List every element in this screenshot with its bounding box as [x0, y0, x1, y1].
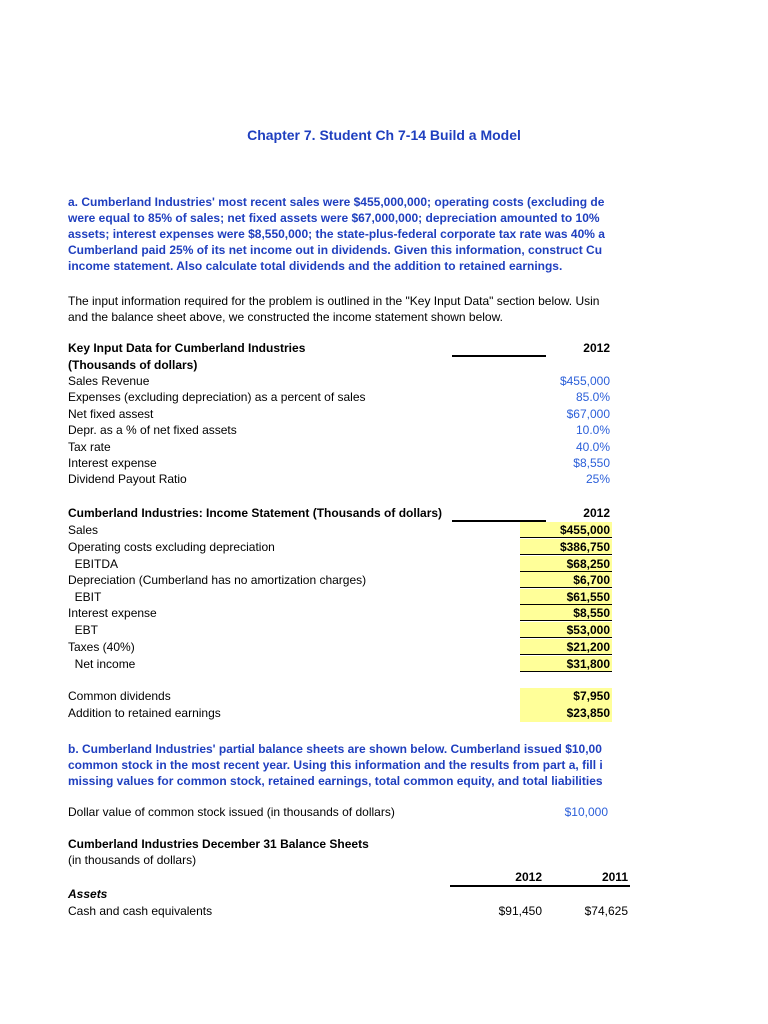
- income-statement-header-row: [68, 505, 610, 521]
- income-statement-header: Cumberland Industries: Income Statement (Thousands of dollars): [68, 506, 443, 520]
- income-label: Interest expense: [68, 606, 157, 620]
- key-input-value[interactable]: $8,550: [573, 456, 610, 470]
- stock-issued-row: [68, 804, 608, 820]
- page-title: Chapter 7. Student Ch 7-14 Build a Model: [247, 127, 521, 143]
- key-input-row: [68, 471, 610, 487]
- income-label: Net income: [68, 657, 136, 671]
- key-input-header-row: [68, 340, 610, 356]
- key-input-row: [68, 389, 610, 405]
- part-a-line: a. Cumberland Industries' most recent sales were $455,000,000; operating costs (excluding de: [68, 195, 605, 209]
- income-value[interactable]: $6,700: [520, 572, 612, 588]
- key-input-row: [68, 406, 610, 422]
- income-statement-year: 2012: [583, 506, 610, 520]
- key-input-label: Depr. as a % of net fixed assets: [68, 423, 237, 437]
- balance-sheet-year-row: [68, 869, 630, 885]
- balance-sheet-subheader: (in thousands of dollars): [68, 853, 197, 867]
- income-row: [68, 589, 610, 605]
- balance-year-2012: 2012: [515, 870, 542, 884]
- income-label: Taxes (40%): [68, 640, 135, 654]
- income-label: Operating costs excluding depreciation: [68, 540, 275, 554]
- key-input-row: [68, 439, 610, 455]
- key-input-value[interactable]: $455,000: [559, 374, 610, 388]
- dividends-row: [68, 688, 610, 704]
- income-row: [68, 572, 610, 588]
- key-input-year: 2012: [583, 341, 610, 355]
- key-input-header: Key Input Data for Cumberland Industries: [68, 341, 306, 355]
- retained-label: Addition to retained earnings: [68, 706, 221, 720]
- income-row: [68, 522, 610, 538]
- stock-issued-label: Dollar value of common stock issued (in thousands of dollars): [68, 805, 395, 819]
- income-row: [68, 656, 610, 672]
- income-row: [68, 556, 610, 572]
- income-value[interactable]: $31,800: [520, 656, 612, 672]
- part-a-question: [68, 194, 632, 274]
- income-row: [68, 639, 610, 655]
- key-input-label: Sales Revenue: [68, 374, 150, 388]
- dividends-value[interactable]: $7,950: [520, 688, 612, 705]
- income-label: EBT: [68, 623, 99, 637]
- balance-year-2011: 2011: [601, 870, 628, 884]
- key-input-value[interactable]: 85.0%: [575, 390, 610, 404]
- cash-row: [68, 903, 630, 919]
- intro-line: and the balance sheet above, we constructed the income statement shown below.: [68, 310, 503, 324]
- key-input-row: [68, 455, 610, 471]
- assets-label: Assets: [68, 887, 108, 901]
- income-value[interactable]: $386,750: [520, 539, 612, 555]
- income-row: [68, 539, 610, 555]
- balance-sheet-header: Cumberland Industries December 31 Balance Sheets: [68, 837, 369, 851]
- cash-2012[interactable]: $91,450: [498, 904, 542, 918]
- income-row: [68, 622, 610, 638]
- retained-value[interactable]: $23,850: [520, 705, 612, 722]
- key-input-label: Interest expense: [68, 456, 157, 470]
- key-input-label: Dividend Payout Ratio: [68, 472, 187, 486]
- balance-sheet-top-rule: [450, 885, 630, 887]
- income-row: [68, 605, 610, 621]
- income-label: EBITDA: [68, 557, 119, 571]
- key-input-value[interactable]: $67,000: [566, 407, 610, 421]
- part-b-line: common stock in the most recent year. Using this information and the results from part a, fill i: [68, 758, 603, 772]
- part-a-line: assets; interest expenses were $8,550,000; the state-plus-federal corporate tax rate was 40% a: [68, 227, 605, 241]
- part-a-line: Cumberland paid 25% of its net income out in dividends. Given this information, construct Cu: [68, 243, 603, 257]
- cash-2011[interactable]: $74,625: [584, 904, 628, 918]
- key-input-value[interactable]: 25%: [585, 472, 610, 486]
- key-input-label: Tax rate: [68, 440, 111, 454]
- stock-issued-value[interactable]: $10,000: [564, 805, 608, 819]
- income-value[interactable]: $68,250: [520, 556, 612, 572]
- part-b-line: missing values for common stock, retained earnings, total common equity, and total liabilities: [68, 774, 603, 788]
- key-input-row: [68, 373, 610, 389]
- income-label: Sales: [68, 523, 99, 537]
- income-value[interactable]: $8,550: [520, 605, 612, 621]
- part-b-question: [68, 741, 632, 789]
- key-input-label: Expenses (excluding depreciation) as a percent of sales: [68, 390, 366, 404]
- key-input-value[interactable]: 10.0%: [575, 423, 610, 437]
- retained-row: [68, 705, 610, 721]
- key-input-row: [68, 422, 610, 438]
- income-value[interactable]: $21,200: [520, 639, 612, 655]
- intro-text: [68, 293, 632, 325]
- income-value[interactable]: $61,550: [520, 589, 612, 605]
- income-value[interactable]: $455,000: [520, 522, 612, 538]
- key-input-value[interactable]: 40.0%: [575, 440, 610, 454]
- income-value[interactable]: $53,000: [520, 622, 612, 638]
- income-label: EBIT: [68, 590, 102, 604]
- key-input-subheader: (Thousands of dollars): [68, 358, 198, 372]
- intro-line: The input information required for the problem is outlined in the "Key Input Data" section below. Usin: [68, 294, 600, 308]
- income-label: Depreciation (Cumberland has no amortization charges): [68, 573, 367, 587]
- part-b-line: b. Cumberland Industries' partial balance sheets are shown below. Cumberland issued $10,00: [68, 742, 602, 756]
- cash-label: Cash and cash equivalents: [68, 904, 213, 918]
- part-a-line: were equal to 85% of sales; net fixed assets were $67,000,000; depreciation amounted to 10%: [68, 211, 600, 225]
- key-input-label: Net fixed assest: [68, 407, 154, 421]
- part-a-line: income statement. Also calculate total dividends and the addition to retained earnings.: [68, 259, 563, 273]
- dividends-label: Common dividends: [68, 689, 171, 703]
